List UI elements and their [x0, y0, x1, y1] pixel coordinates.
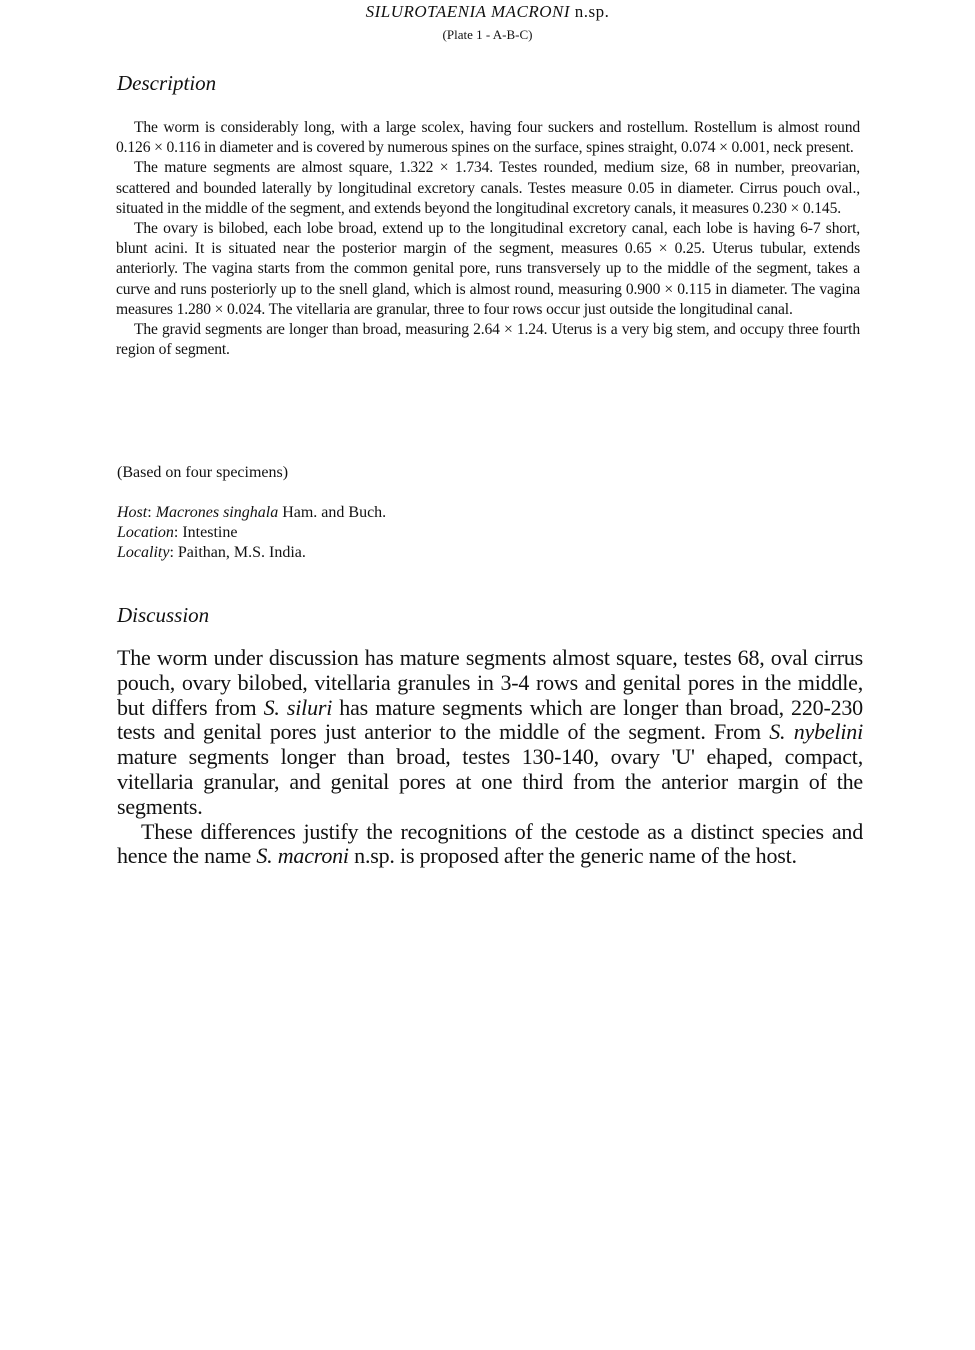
- description-body: [116, 118, 860, 360]
- discussion-paragraph: [117, 820, 863, 870]
- description-heading: Description: [117, 71, 217, 95]
- species-macroni: S. macroni: [256, 843, 349, 869]
- locality-label: Locality: [117, 544, 170, 561]
- plate-reference: (Plate 1 - A-B-C): [442, 27, 533, 42]
- host-authority: Ham. and Buch.: [278, 504, 387, 521]
- discussion-text: The worm under discussion has mature segments almost square, testes 68, oval cirrus pouch, ovary bilobed, vitellaria granules in 3-4 rows and genital pores in the middle, but differs from: [117, 645, 863, 720]
- species-title: [0, 2, 975, 22]
- description-paragraph: The gravid segments are longer than broad, measuring 2.64 × 1.24. Uterus is a very big stem, and occupy three fourth region of segment.: [116, 321, 860, 359]
- discussion-text: has mature segments which are longer than broad, 220-230 tests and genital pores just anterior to the middle of the segment. From: [117, 694, 863, 745]
- new-species-suffix: n.sp.: [570, 2, 610, 21]
- discussion-body: [117, 646, 863, 869]
- locality-value: : Paithan, M.S. India.: [169, 544, 306, 561]
- species-siluri: S. siluri: [263, 694, 333, 720]
- description-paragraph: The worm is considerably long, with a large scolex, having four suckers and rostellum. Rostellum is almost round 0.126 × 0.116 in diameter and is covered by numerous spines on the surface, spines straight, 0.074 × 0.001, neck present.: [116, 119, 860, 157]
- discussion-text: These differences justify the recognitions of the cestode as a distinct species and hence the name: [117, 818, 863, 869]
- description-paragraph: The mature segments are almost square, 1.322 × 1.734. Testes rounded, medium size, 68 in number, preovarian, scattered and bounded laterally by longitudinal excretory canals. Testes measure 0.05 in diameter. Cirrus pouch oval., situated in the middle of the segment, and extends beyond the longitudinal excretory canals, it measures 0.230 × 0.145.: [116, 159, 860, 217]
- host-species: Macrones singhala: [155, 504, 279, 521]
- location-line: [117, 523, 386, 543]
- discussion-heading: Discussion: [117, 603, 210, 627]
- discussion-text: mature segments longer than broad, testes 130-140, ovary 'U' ehaped, compact, vitellaria granular, and genital pores at one third from the anterior margin of the segments.: [117, 744, 863, 819]
- title-block: [0, 0, 975, 44]
- description-paragraph: The ovary is bilobed, each lobe broad, extend up to the longitudinal excretory canal, each lobe is having 6-7 short, blunt acini. It is situated near the posterior margin of the segment, measures 0.65 × 0.25. Uterus tubular, extends anteriorly. The vagina starts from the common genital pore, runs transversely up to the middle of the segment, takes a curve and runs posteriorly up to the snell gland, which is almost round, measuring 0.900 × 0.115 in diameter. The vagina measures 1.280 × 0.024. The vitellaria are granular, three to four rows occur just outside the longitudinal canal.: [116, 220, 860, 318]
- location-label: Location: [117, 524, 174, 541]
- taxonomy-block: [117, 503, 386, 563]
- location-value: : Intestine: [173, 524, 238, 541]
- locality-line: [117, 543, 386, 563]
- species-name: SILUROTAENIA MACRONI: [365, 2, 570, 21]
- discussion-paragraph: [117, 646, 863, 820]
- species-nybelini: S. nybelini: [769, 719, 863, 745]
- host-label: Host: [117, 504, 148, 521]
- host-line: Host: Macrones singhala Ham. and Buch.: [117, 504, 387, 521]
- specimen-note: (Based on four specimens): [117, 464, 289, 481]
- discussion-text: n.sp. is proposed after the generic name of the host.: [348, 843, 797, 869]
